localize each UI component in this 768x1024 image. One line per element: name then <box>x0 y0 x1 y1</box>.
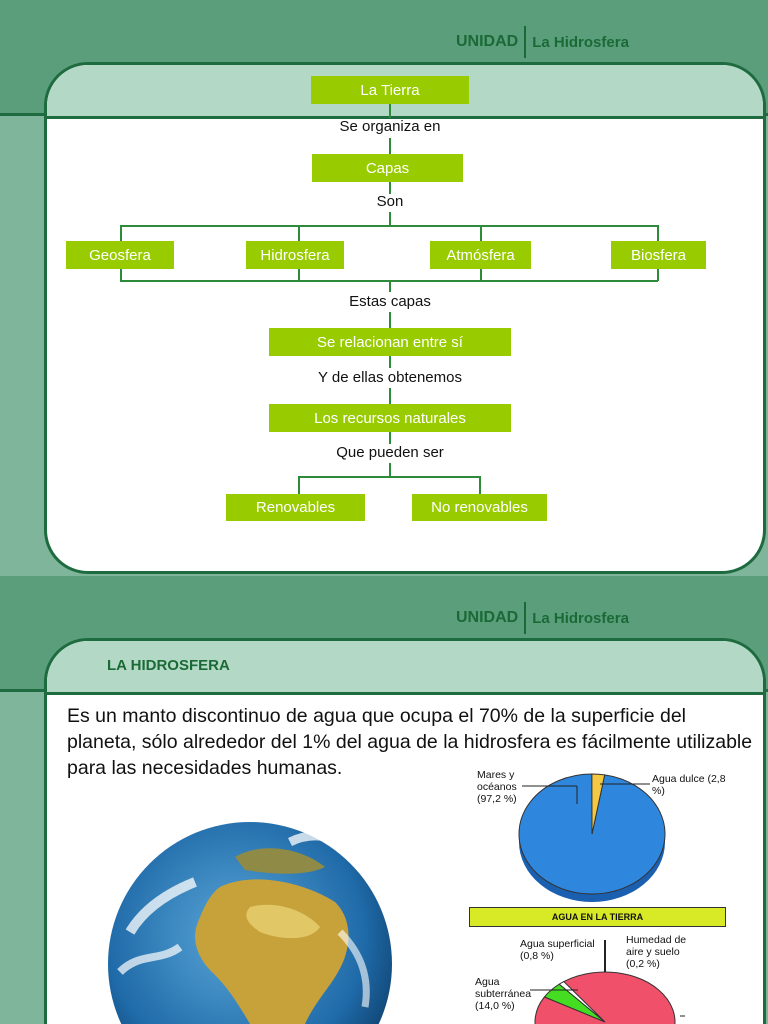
panel-header <box>47 641 763 695</box>
concept-map-panel <box>44 62 766 574</box>
earth-globe-image <box>100 812 400 1024</box>
connector <box>389 463 391 477</box>
unit-label: UNIDAD <box>456 33 519 50</box>
connector <box>389 138 391 154</box>
connector <box>298 225 300 241</box>
pie2-label-humedad: Humedad de aire y suelo (0,2 %) <box>626 934 687 970</box>
pie1-label-agua-dulce: Agua dulce (2,8 %) <box>652 773 726 797</box>
connector <box>389 356 391 368</box>
node-hidrosfera: Hidrosfera <box>246 241 344 269</box>
unit-separator <box>524 602 526 634</box>
node-no-renovables: No renovables <box>412 494 547 521</box>
unit-label: UNIDAD <box>456 609 519 626</box>
node-la-tierra: La Tierra <box>311 76 469 104</box>
pie1-label-mares: Mares y océanos (97,2 %) <box>477 769 517 805</box>
link-pueden-ser: Que pueden ser <box>336 444 444 461</box>
unit-title: La Hidrosfera <box>532 33 629 51</box>
branch-line-resources <box>298 476 481 478</box>
node-renovables: Renovables <box>226 494 365 521</box>
pie2-label-subterranea: Agua subterránea (14,0 %) <box>475 976 532 1012</box>
section-title: LA HIDROSFERA <box>107 657 230 674</box>
link-se-organiza: Se organiza en <box>339 118 441 135</box>
connector <box>389 280 391 292</box>
node-capas: Capas <box>312 154 463 182</box>
node-recursos: Los recursos naturales <box>269 404 511 432</box>
node-geosfera: Geosfera <box>66 241 174 269</box>
unit-title: La Hidrosfera <box>532 609 629 627</box>
unit-header <box>456 26 629 58</box>
connector <box>480 225 482 241</box>
connector <box>389 432 391 444</box>
unit-separator <box>524 26 526 58</box>
link-son: Son <box>376 193 404 210</box>
unit-header <box>456 602 629 634</box>
link-obtenemos: Y de ellas obtenemos <box>318 369 462 386</box>
connector <box>657 225 659 241</box>
node-atmosfera: Atmósfera <box>430 241 531 269</box>
connector <box>298 476 300 494</box>
connector <box>389 212 391 226</box>
slide-hidrosfera <box>0 576 768 1024</box>
connector <box>389 312 391 328</box>
connector <box>389 388 391 404</box>
node-se-relacionan: Se relacionan entre sí <box>269 328 511 356</box>
connector <box>120 225 122 241</box>
connector <box>389 104 391 118</box>
pie1-title: AGUA EN LA TIERRA <box>469 907 726 927</box>
intro-paragraph: Es un manto discontinuo de agua que ocupa el 70% de la superficie del planeta, sólo alrededor del 1% del agua de la hidrosfera es fácilmente utilizable para las necesidades humanas. <box>67 705 753 779</box>
link-estas-capas: Estas capas <box>349 293 431 310</box>
branch-line-top <box>120 225 658 227</box>
connector <box>479 476 481 494</box>
node-biosfera: Biosfera <box>611 241 706 269</box>
pie2-label-superficial: Agua superficial (0,8 %) <box>520 938 595 962</box>
